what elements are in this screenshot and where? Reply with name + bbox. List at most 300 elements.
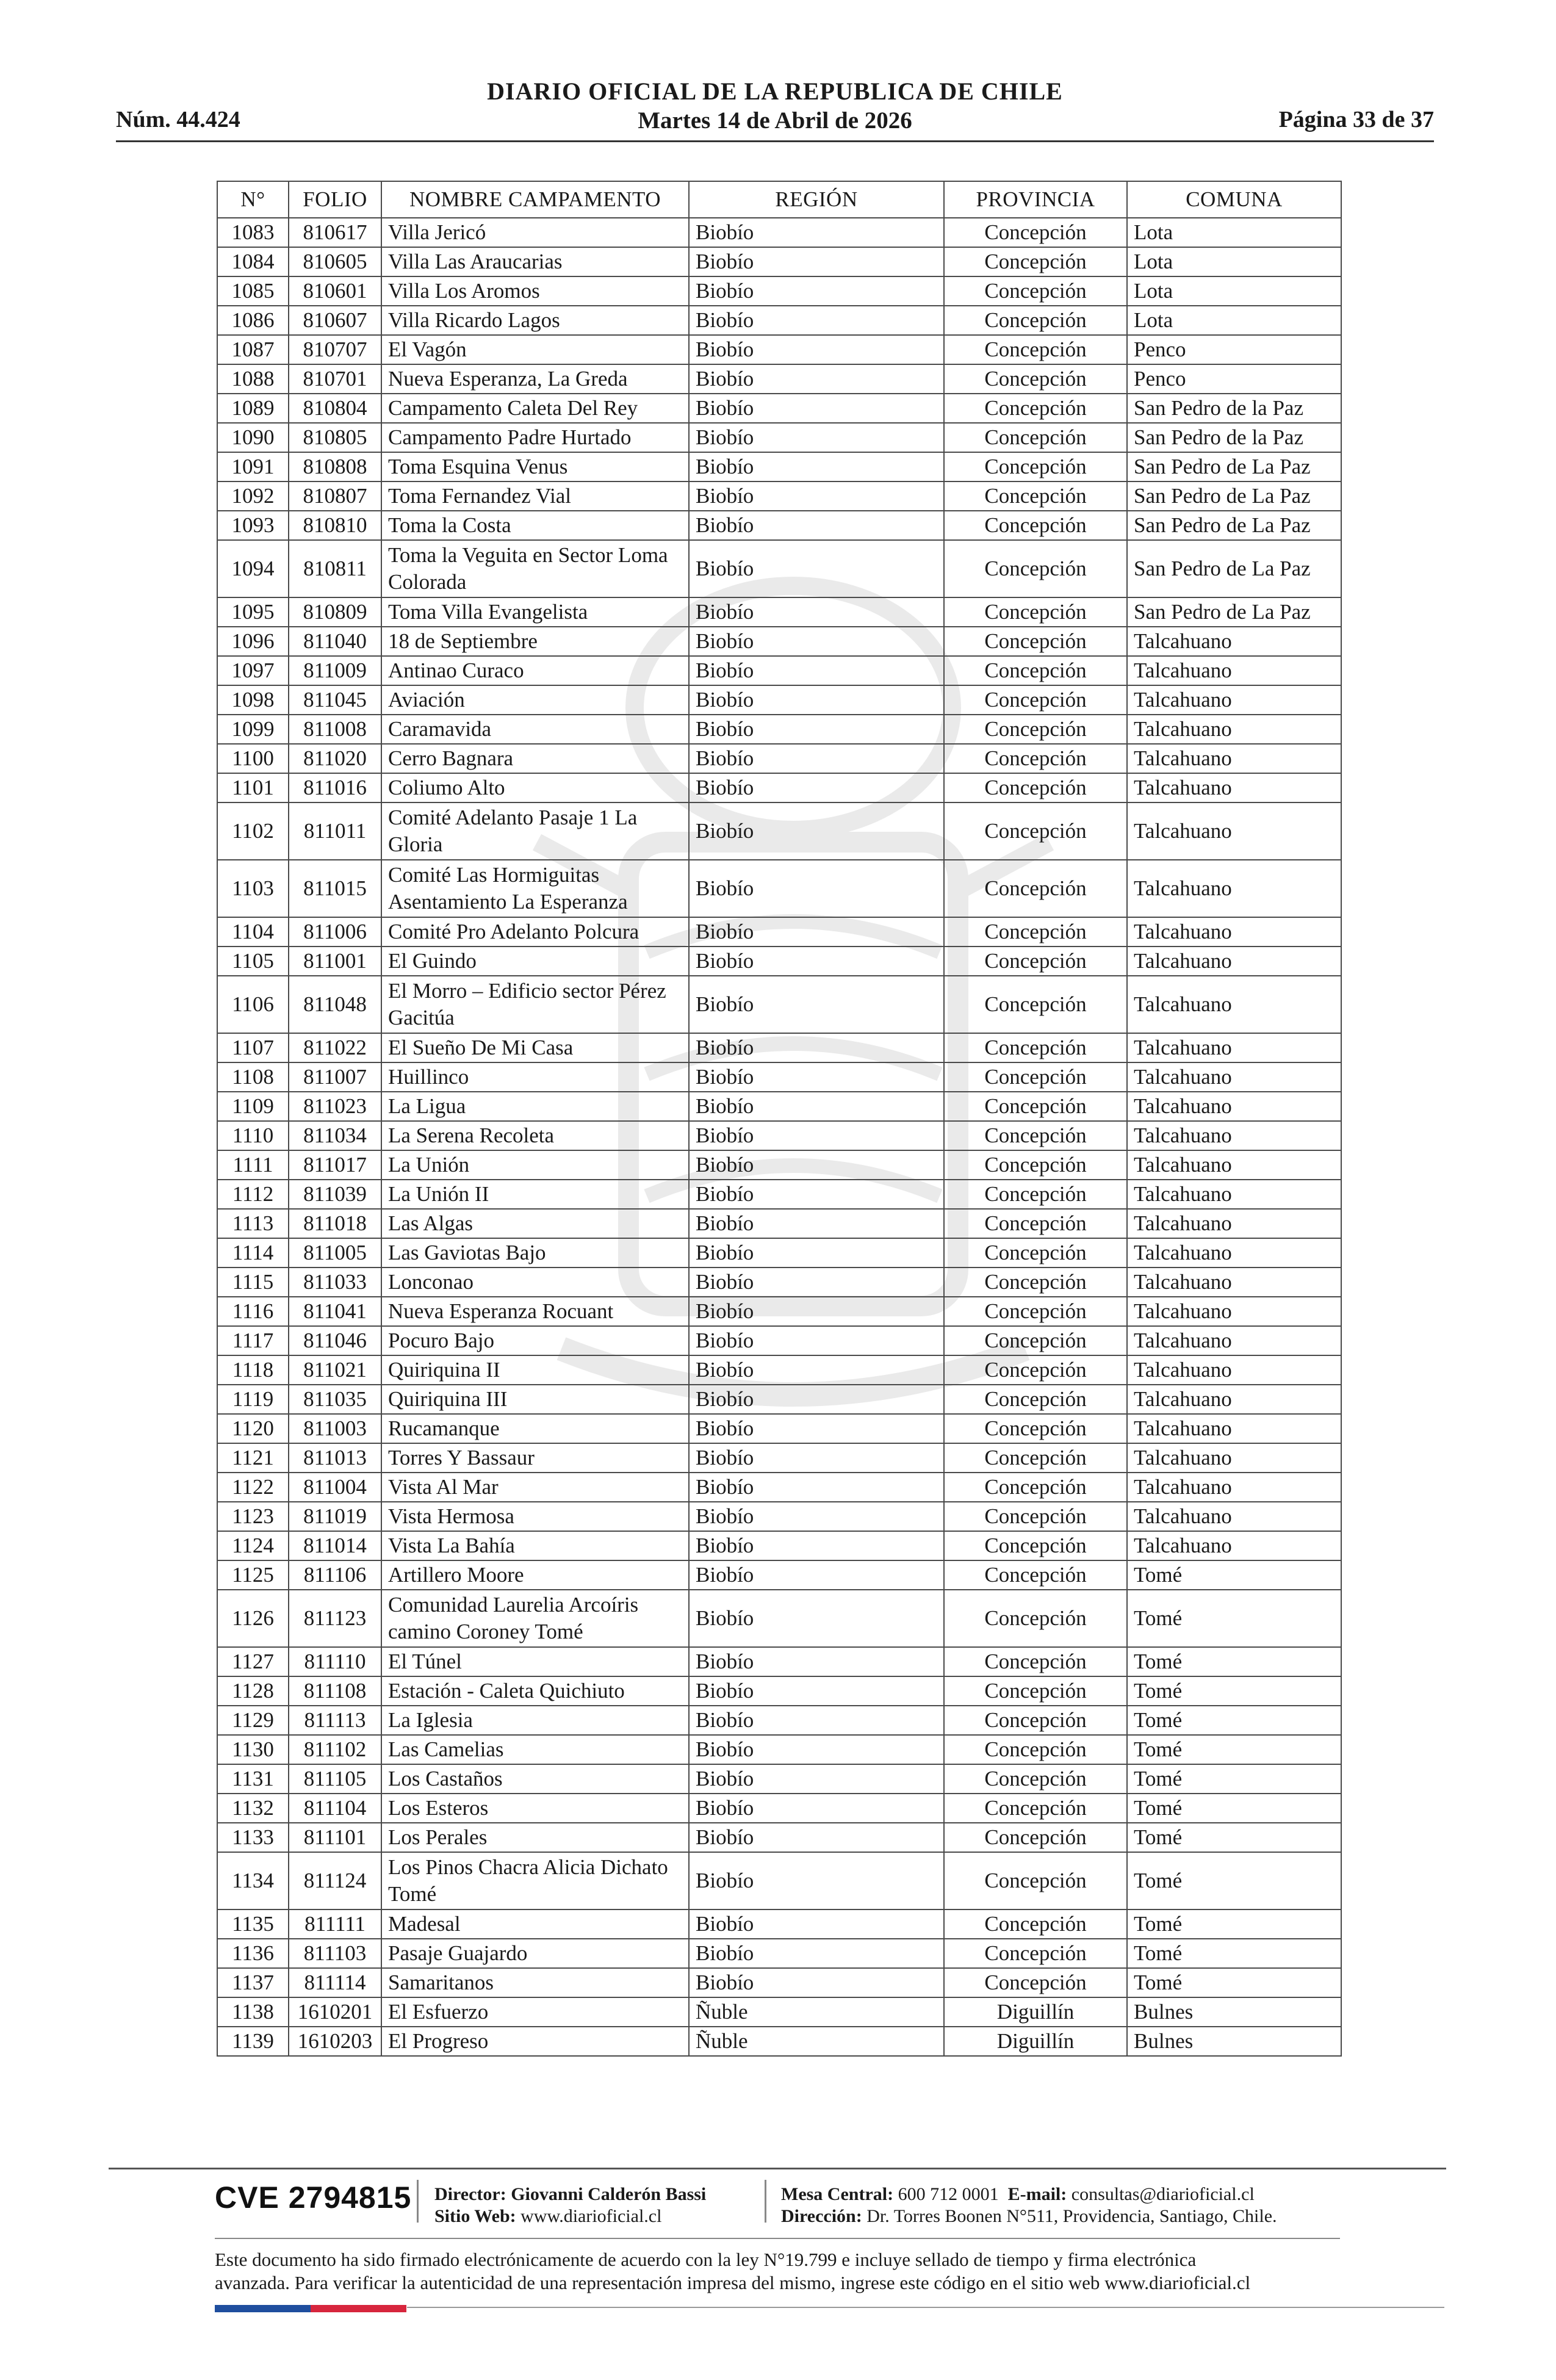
folio-cell: 810701 [289, 364, 381, 394]
folio-cell: 811015 [289, 860, 381, 917]
row-number-cell: 1116 [217, 1297, 289, 1326]
campamentos-table [217, 181, 1342, 2057]
region-cell: Biobío [689, 1473, 944, 1502]
region-cell: Biobío [689, 744, 944, 773]
provincia-cell: Concepción [944, 1560, 1127, 1590]
email-link[interactable]: consultas@diarioficial.cl [1071, 2184, 1255, 2204]
folio-cell: 811014 [289, 1531, 381, 1560]
folio-cell: 811004 [289, 1473, 381, 1502]
nombre-cell: Lonconao [381, 1268, 689, 1297]
provincia-cell: Concepción [944, 656, 1127, 685]
flag-red-segment [311, 2305, 406, 2312]
table-row [217, 1823, 1341, 1852]
folio-cell: 811104 [289, 1794, 381, 1823]
region-cell: Biobío [689, 423, 944, 452]
region-cell: Biobío [689, 1706, 944, 1735]
provincia-cell: Concepción [944, 860, 1127, 917]
provincia-cell: Concepción [944, 1794, 1127, 1823]
provincia-cell: Concepción [944, 1092, 1127, 1121]
issue-number: Núm. 44.424 [116, 107, 240, 132]
region-cell: Biobío [689, 802, 944, 860]
region-cell: Biobío [689, 1443, 944, 1473]
provincia-cell: Concepción [944, 802, 1127, 860]
provincia-cell: Concepción [944, 1238, 1127, 1268]
table-row [217, 1502, 1341, 1531]
comuna-cell: Talcahuano [1127, 1443, 1341, 1473]
nombre-cell: Nueva Esperanza Rocuant [381, 1297, 689, 1326]
region-cell: Biobío [689, 1852, 944, 1909]
provincia-cell: Concepción [944, 773, 1127, 802]
folio-cell: 811111 [289, 1909, 381, 1939]
region-cell: Biobío [689, 364, 944, 394]
nombre-cell: Toma la Costa [381, 511, 689, 540]
comuna-cell: Talcahuano [1127, 1209, 1341, 1238]
folio-cell: 810601 [289, 276, 381, 306]
folio-cell: 811003 [289, 1414, 381, 1443]
table-row [217, 306, 1341, 335]
provincia-cell: Concepción [944, 1209, 1127, 1238]
table-row [217, 1706, 1341, 1735]
nombre-cell: Estación - Caleta Quichiuto [381, 1676, 689, 1706]
nombre-cell: Vista Al Mar [381, 1473, 689, 1502]
row-number-cell: 1098 [217, 685, 289, 715]
row-number-cell: 1133 [217, 1823, 289, 1852]
comuna-cell: Penco [1127, 335, 1341, 364]
table-row [217, 627, 1341, 656]
row-number-cell: 1119 [217, 1385, 289, 1414]
provincia-cell: Concepción [944, 1647, 1127, 1676]
table-row [217, 1531, 1341, 1560]
provincia-cell: Concepción [944, 247, 1127, 276]
nombre-cell: El Morro – Edificio sector Pérez Gacitúa [381, 976, 689, 1033]
folio-cell: 811034 [289, 1121, 381, 1150]
row-number-cell: 1108 [217, 1062, 289, 1092]
legal-line-1: Este documento ha sido firmado electrónicamente de acuerdo con la ley N°19.799 e incluye sellado de tiempo y firma electrónica [215, 2249, 1197, 2270]
folio-cell: 811020 [289, 744, 381, 773]
region-cell: Biobío [689, 597, 944, 627]
column-header-comuna: COMUNA [1127, 181, 1341, 218]
column-header-provincia: PROVINCIA [944, 181, 1127, 218]
table-row [217, 1764, 1341, 1794]
table-row [217, 1355, 1341, 1385]
region-cell: Biobío [689, 685, 944, 715]
region-cell: Biobío [689, 1794, 944, 1823]
region-cell: Biobío [689, 218, 944, 247]
cve-code: CVE 2794815 [215, 2180, 412, 2215]
provincia-cell: Concepción [944, 917, 1127, 947]
footer-divider [109, 2168, 1446, 2169]
nombre-cell: Campamento Caleta Del Rey [381, 394, 689, 423]
comuna-cell: San Pedro de La Paz [1127, 452, 1341, 481]
folio-cell: 811040 [289, 627, 381, 656]
table-row [217, 715, 1341, 744]
region-cell: Biobío [689, 1764, 944, 1794]
footer-divider-2 [215, 2238, 1340, 2239]
provincia-cell: Concepción [944, 364, 1127, 394]
table-row [217, 917, 1341, 947]
region-cell: Biobío [689, 1968, 944, 1997]
region-cell: Biobío [689, 1531, 944, 1560]
publication-title: DIARIO OFICIAL DE LA REPUBLICA DE CHILE [487, 78, 1063, 105]
provincia-cell: Concepción [944, 1062, 1127, 1092]
region-cell: Ñuble [689, 2027, 944, 2056]
nombre-cell: La Unión [381, 1150, 689, 1180]
table-row [217, 1268, 1341, 1297]
row-number-cell: 1138 [217, 1997, 289, 2027]
row-number-cell: 1099 [217, 715, 289, 744]
comuna-cell: San Pedro de La Paz [1127, 540, 1341, 597]
row-number-cell: 1128 [217, 1676, 289, 1706]
nombre-cell: Toma Esquina Venus [381, 452, 689, 481]
provincia-cell: Concepción [944, 540, 1127, 597]
row-number-cell: 1113 [217, 1209, 289, 1238]
table-row [217, 947, 1341, 976]
comuna-cell: Bulnes [1127, 2027, 1341, 2056]
director-name: Giovanni Calderón Bassi [511, 2184, 707, 2204]
comuna-cell: Lota [1127, 276, 1341, 306]
table-row [217, 773, 1341, 802]
comuna-cell: Talcahuano [1127, 860, 1341, 917]
folio-cell: 811033 [289, 1268, 381, 1297]
comuna-cell: Tomé [1127, 1939, 1341, 1968]
folio-cell: 811023 [289, 1092, 381, 1121]
comuna-cell: Talcahuano [1127, 976, 1341, 1033]
comuna-cell: Talcahuano [1127, 1121, 1341, 1150]
provincia-cell: Concepción [944, 1473, 1127, 1502]
nombre-cell: Vista La Bahía [381, 1531, 689, 1560]
nombre-cell: El Sueño De Mi Casa [381, 1033, 689, 1062]
provincia-cell: Concepción [944, 744, 1127, 773]
address-value: Dr. Torres Boonen N°511, Providencia, Santiago, Chile. [866, 2206, 1277, 2226]
region-cell: Biobío [689, 1590, 944, 1647]
nombre-cell: Caramavida [381, 715, 689, 744]
folio-cell: 811035 [289, 1385, 381, 1414]
folio-cell: 810707 [289, 335, 381, 364]
provincia-cell: Concepción [944, 1502, 1127, 1531]
folio-cell: 811018 [289, 1209, 381, 1238]
comuna-cell: Talcahuano [1127, 1326, 1341, 1355]
comuna-cell: Talcahuano [1127, 1355, 1341, 1385]
region-cell: Biobío [689, 1326, 944, 1355]
region-cell: Biobío [689, 1062, 944, 1092]
table-row [217, 1909, 1341, 1939]
table-row [217, 1590, 1341, 1647]
comuna-cell: Talcahuano [1127, 715, 1341, 744]
table-row [217, 540, 1341, 597]
row-number-cell: 1115 [217, 1268, 289, 1297]
comuna-cell: Talcahuano [1127, 947, 1341, 976]
row-number-cell: 1111 [217, 1150, 289, 1180]
nombre-cell: Comité Adelanto Pasaje 1 La Gloria [381, 802, 689, 860]
comuna-cell: San Pedro de la Paz [1127, 423, 1341, 452]
folio-cell: 811013 [289, 1443, 381, 1473]
row-number-cell: 1090 [217, 423, 289, 452]
nombre-cell: La Iglesia [381, 1706, 689, 1735]
folio-cell: 810811 [289, 540, 381, 597]
folio-cell: 811103 [289, 1939, 381, 1968]
table-row [217, 335, 1341, 364]
nombre-cell: Nueva Esperanza, La Greda [381, 364, 689, 394]
comuna-cell: Talcahuano [1127, 1531, 1341, 1560]
row-number-cell: 1107 [217, 1033, 289, 1062]
comuna-cell: San Pedro de la Paz [1127, 394, 1341, 423]
row-number-cell: 1130 [217, 1735, 289, 1764]
comuna-cell: Bulnes [1127, 1997, 1341, 2027]
table-row [217, 802, 1341, 860]
row-number-cell: 1124 [217, 1531, 289, 1560]
provincia-cell: Concepción [944, 218, 1127, 247]
region-cell: Biobío [689, 1735, 944, 1764]
row-number-cell: 1134 [217, 1852, 289, 1909]
folio-cell: 1610203 [289, 2027, 381, 2056]
nombre-cell: Los Esteros [381, 1794, 689, 1823]
provincia-cell: Concepción [944, 1823, 1127, 1852]
comuna-cell: Talcahuano [1127, 1268, 1341, 1297]
comuna-cell: Talcahuano [1127, 1092, 1341, 1121]
region-cell: Biobío [689, 1647, 944, 1676]
comuna-cell: Tomé [1127, 1590, 1341, 1647]
folio-cell: 811102 [289, 1735, 381, 1764]
nombre-cell: Toma la Veguita en Sector Loma Colorada [381, 540, 689, 597]
region-cell: Biobío [689, 335, 944, 364]
table-row [217, 1414, 1341, 1443]
region-cell: Biobío [689, 1939, 944, 1968]
nombre-cell: Huillinco [381, 1062, 689, 1092]
region-cell: Biobío [689, 306, 944, 335]
row-number-cell: 1121 [217, 1443, 289, 1473]
folio-cell: 811011 [289, 802, 381, 860]
row-number-cell: 1103 [217, 860, 289, 917]
folio-cell: 811016 [289, 773, 381, 802]
nombre-cell: Quiriquina III [381, 1385, 689, 1414]
provincia-cell: Concepción [944, 1676, 1127, 1706]
region-cell: Biobío [689, 1033, 944, 1062]
row-number-cell: 1135 [217, 1909, 289, 1939]
table-row [217, 1150, 1341, 1180]
table-row [217, 744, 1341, 773]
region-cell: Biobío [689, 1238, 944, 1268]
region-cell: Biobío [689, 394, 944, 423]
comuna-cell: Talcahuano [1127, 627, 1341, 656]
row-number-cell: 1102 [217, 802, 289, 860]
region-cell: Biobío [689, 860, 944, 917]
nombre-cell: Los Castaños [381, 1764, 689, 1794]
publication-date: Martes 14 de Abril de 2026 [638, 107, 912, 134]
region-cell: Biobío [689, 1414, 944, 1443]
comuna-cell: Tomé [1127, 1560, 1341, 1590]
folio-cell: 811009 [289, 656, 381, 685]
provincia-cell: Concepción [944, 1268, 1127, 1297]
region-cell: Biobío [689, 1676, 944, 1706]
row-number-cell: 1112 [217, 1180, 289, 1209]
nombre-cell: Villa Las Araucarias [381, 247, 689, 276]
row-number-cell: 1086 [217, 306, 289, 335]
masthead [116, 77, 1434, 134]
nombre-cell: Las Gaviotas Bajo [381, 1238, 689, 1268]
provincia-cell: Concepción [944, 1414, 1127, 1443]
comuna-cell: Talcahuano [1127, 1238, 1341, 1268]
flag-blue-segment [215, 2305, 311, 2312]
region-cell: Biobío [689, 947, 944, 976]
comuna-cell: Talcahuano [1127, 1062, 1341, 1092]
row-number-cell: 1088 [217, 364, 289, 394]
provincia-cell: Concepción [944, 947, 1127, 976]
table-row [217, 1238, 1341, 1268]
nombre-cell: La Serena Recoleta [381, 1121, 689, 1150]
mesa-phone: 600 712 0001 [898, 2184, 999, 2204]
row-number-cell: 1123 [217, 1502, 289, 1531]
nombre-cell: Vista Hermosa [381, 1502, 689, 1531]
folio-cell: 811008 [289, 715, 381, 744]
row-number-cell: 1091 [217, 452, 289, 481]
row-number-cell: 1109 [217, 1092, 289, 1121]
provincia-cell: Concepción [944, 685, 1127, 715]
comuna-cell: Tomé [1127, 1735, 1341, 1764]
row-number-cell: 1136 [217, 1939, 289, 1968]
comuna-cell: Talcahuano [1127, 1180, 1341, 1209]
nombre-cell: La Unión II [381, 1180, 689, 1209]
nombre-cell: Villa Los Aromos [381, 276, 689, 306]
provincia-cell: Concepción [944, 1531, 1127, 1560]
footer-separator [765, 2180, 766, 2223]
row-number-cell: 1139 [217, 2027, 289, 2056]
header-divider [116, 140, 1434, 142]
row-number-cell: 1137 [217, 1968, 289, 1997]
comuna-cell: Lota [1127, 218, 1341, 247]
table-row [217, 394, 1341, 423]
region-cell: Biobío [689, 715, 944, 744]
nombre-cell: Toma Fernandez Vial [381, 481, 689, 511]
region-cell: Biobío [689, 1502, 944, 1531]
website-link[interactable]: www.diarioficial.cl [520, 2206, 662, 2226]
folio-cell: 810605 [289, 247, 381, 276]
comuna-cell: Talcahuano [1127, 685, 1341, 715]
table-row [217, 1033, 1341, 1062]
mesa-label: Mesa Central: [781, 2184, 894, 2204]
nombre-cell: El Progreso [381, 2027, 689, 2056]
comuna-cell: Talcahuano [1127, 802, 1341, 860]
folio-cell: 811101 [289, 1823, 381, 1852]
folio-cell: 811045 [289, 685, 381, 715]
provincia-cell: Concepción [944, 1909, 1127, 1939]
nombre-cell: El Túnel [381, 1647, 689, 1676]
comuna-cell: Talcahuano [1127, 1473, 1341, 1502]
provincia-cell: Concepción [944, 1590, 1127, 1647]
table-row [217, 1676, 1341, 1706]
region-cell: Biobío [689, 1092, 944, 1121]
table-row [217, 481, 1341, 511]
provincia-cell: Concepción [944, 452, 1127, 481]
nombre-cell: Los Pinos Chacra Alicia Dichato Tomé [381, 1852, 689, 1909]
region-cell: Biobío [689, 1909, 944, 1939]
comuna-cell: Lota [1127, 306, 1341, 335]
row-number-cell: 1095 [217, 597, 289, 627]
table-row [217, 1180, 1341, 1209]
row-number-cell: 1092 [217, 481, 289, 511]
row-number-cell: 1125 [217, 1560, 289, 1590]
table-row [217, 1560, 1341, 1590]
row-number-cell: 1101 [217, 773, 289, 802]
provincia-cell: Concepción [944, 1180, 1127, 1209]
nombre-cell: Los Perales [381, 1823, 689, 1852]
folio-cell: 811113 [289, 1706, 381, 1735]
table-row [217, 597, 1341, 627]
row-number-cell: 1087 [217, 335, 289, 364]
provincia-cell: Concepción [944, 1121, 1127, 1150]
nombre-cell: Quiriquina II [381, 1355, 689, 1385]
comuna-cell: Talcahuano [1127, 1150, 1341, 1180]
provincia-cell: Concepción [944, 276, 1127, 306]
row-number-cell: 1110 [217, 1121, 289, 1150]
folio-cell: 811048 [289, 976, 381, 1033]
region-cell: Biobío [689, 627, 944, 656]
comuna-cell: Talcahuano [1127, 656, 1341, 685]
region-cell: Biobío [689, 276, 944, 306]
comuna-cell: Tomé [1127, 1647, 1341, 1676]
table-row [217, 247, 1341, 276]
comuna-cell: Talcahuano [1127, 744, 1341, 773]
footer-separator [417, 2180, 419, 2223]
row-number-cell: 1093 [217, 511, 289, 540]
comuna-cell: San Pedro de La Paz [1127, 511, 1341, 540]
provincia-cell: Concepción [944, 1706, 1127, 1735]
table-row [217, 860, 1341, 917]
page-header [116, 72, 1434, 145]
legal-line-2: avanzada. Para verificar la autenticidad de una representación impresa del mismo, ingrese este código en el sitio web www.diarioficial.cl [215, 2272, 1251, 2293]
table-row [217, 218, 1341, 247]
table-row [217, 1443, 1341, 1473]
nombre-cell: Torres Y Bassaur [381, 1443, 689, 1473]
folio-cell: 811006 [289, 917, 381, 947]
table-row [217, 1385, 1341, 1414]
table-row [217, 1735, 1341, 1764]
provincia-cell: Concepción [944, 1764, 1127, 1794]
table-row [217, 423, 1341, 452]
region-cell: Biobío [689, 773, 944, 802]
provincia-cell: Concepción [944, 1735, 1127, 1764]
folio-cell: 810807 [289, 481, 381, 511]
table-body [217, 218, 1341, 2056]
folio-cell: 811124 [289, 1852, 381, 1909]
folio-cell: 811007 [289, 1062, 381, 1092]
nombre-cell: Rucamanque [381, 1414, 689, 1443]
provincia-cell: Concepción [944, 481, 1127, 511]
nombre-cell: Pasaje Guajardo [381, 1939, 689, 1968]
comuna-cell: Talcahuano [1127, 1297, 1341, 1326]
nombre-cell: El Vagón [381, 335, 689, 364]
director-label: Director: [434, 2184, 506, 2204]
folio-cell: 811005 [289, 1238, 381, 1268]
folio-cell: 811001 [289, 947, 381, 976]
row-number-cell: 1097 [217, 656, 289, 685]
provincia-cell: Concepción [944, 597, 1127, 627]
nombre-cell: Las Camelias [381, 1735, 689, 1764]
nombre-cell: La Ligua [381, 1092, 689, 1121]
comuna-cell: Talcahuano [1127, 1385, 1341, 1414]
comuna-cell: Penco [1127, 364, 1341, 394]
folio-cell: 810805 [289, 423, 381, 452]
row-number-cell: 1094 [217, 540, 289, 597]
region-cell: Biobío [689, 247, 944, 276]
region-cell: Biobío [689, 511, 944, 540]
nombre-cell: Villa Jericó [381, 218, 689, 247]
folio-cell: 810804 [289, 394, 381, 423]
provincia-cell: Concepción [944, 1385, 1127, 1414]
region-cell: Biobío [689, 481, 944, 511]
folio-cell: 811022 [289, 1033, 381, 1062]
row-number-cell: 1122 [217, 1473, 289, 1502]
provincia-cell: Concepción [944, 423, 1127, 452]
